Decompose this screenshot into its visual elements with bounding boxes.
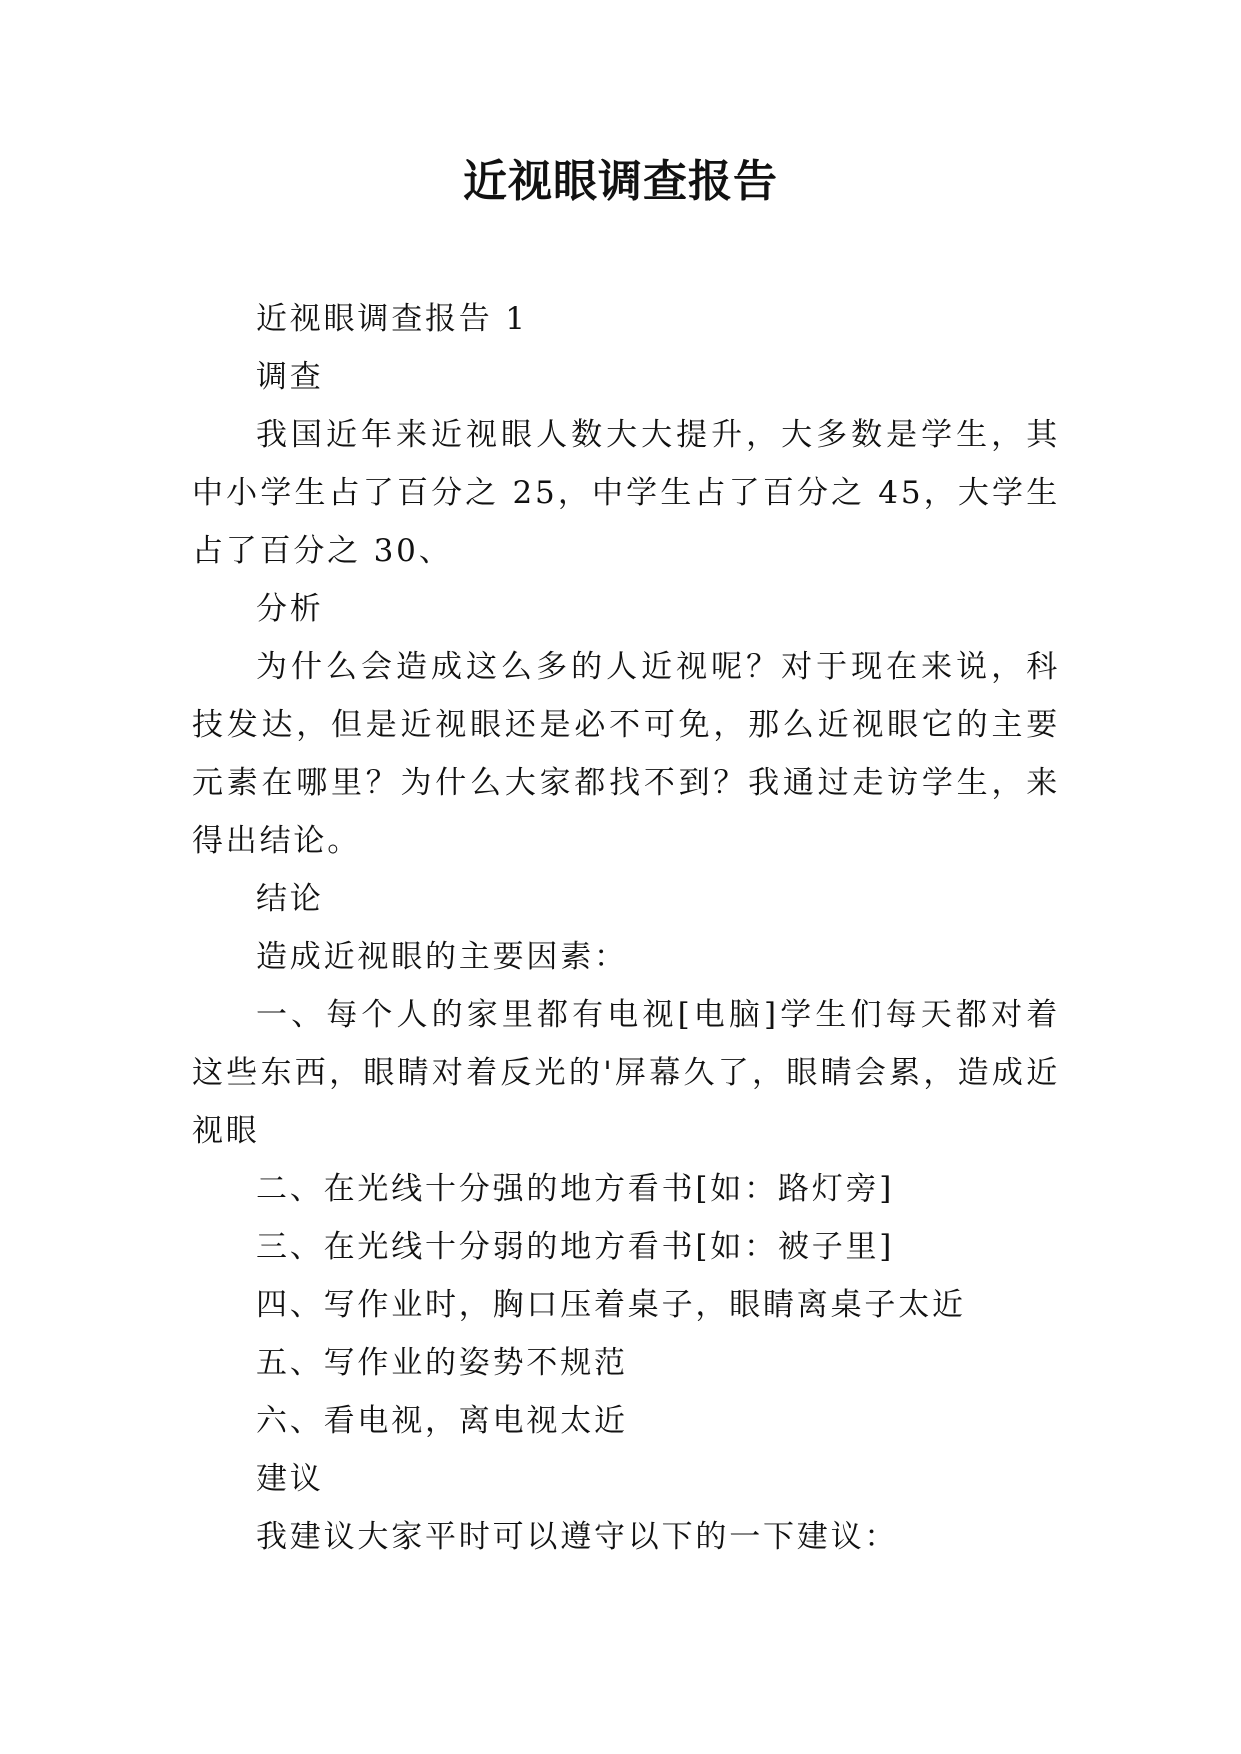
conclusion-item-6: 六、看电视，离电视太近 (256, 1403, 628, 1439)
conclusion-item-2: 二、在光线十分强的地方看书[如：路灯旁] (256, 1171, 895, 1207)
section-heading-conclusion: 结论 (256, 881, 324, 917)
document-title: 近视眼调查报告 (463, 156, 778, 207)
conclusion-item-1: 一、每个人的家里都有电视[电脑]学生们每天都对着这些东西，眼睛对着反光的'屏幕久了，眼睛会累，造成近视眼 (192, 997, 1060, 1149)
section-heading-survey: 调查 (256, 359, 324, 395)
conclusion-item-4: 四、写作业时，胸口压着桌子，眼睛离桌子太近 (256, 1287, 966, 1323)
analysis-paragraph: 为什么会造成这么多的人近视呢？对于现在来说，科技发达，但是近视眼还是必不可免，那么近视眼它的主要元素在哪里？为什么大家都找不到？我通过走访学生，来得出结论。 (192, 649, 1060, 859)
section-heading-suggestion: 建议 (256, 1461, 324, 1497)
document-body (192, 290, 1060, 1566)
suggestion-paragraph: 我建议大家平时可以遵守以下的一下建议： (256, 1519, 899, 1555)
conclusion-intro: 造成近视眼的主要因素： (256, 939, 628, 975)
section-heading-analysis: 分析 (256, 591, 324, 627)
subtitle-paragraph: 近视眼调查报告 1 (256, 301, 528, 337)
conclusion-item-5: 五、写作业的姿势不规范 (256, 1345, 628, 1381)
survey-paragraph: 我国近年来近视眼人数大大提升，大多数是学生，其中小学生占了百分之 25，中学生占了百分之 45，大学生占了百分之 30、 (192, 417, 1060, 569)
conclusion-item-3: 三、在光线十分弱的地方看书[如：被子里] (256, 1229, 895, 1265)
